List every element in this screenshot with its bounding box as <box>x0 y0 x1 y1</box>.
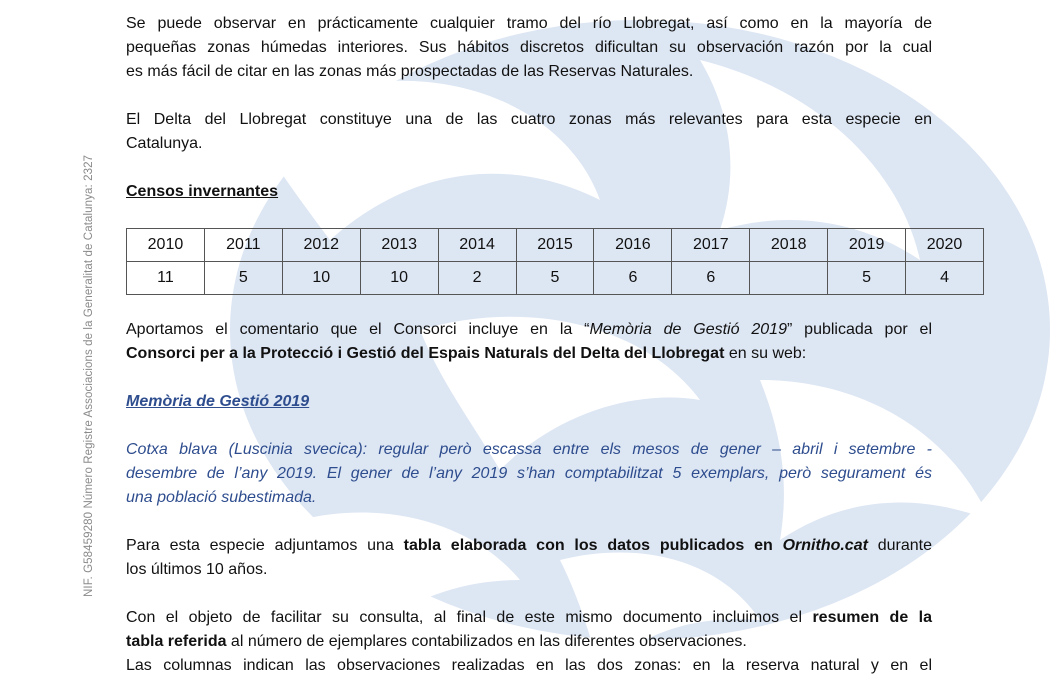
summary-line-1-bold: resumen de la <box>812 609 932 626</box>
year-cell: 2013 <box>360 229 438 262</box>
count-cell: 10 <box>282 262 360 295</box>
quote-line-1: Cotxa blava (Luscinia svecica): regular però escassa entre els mesos de gener – abril i setembre - <box>126 441 932 458</box>
census-counts-row <box>127 262 984 295</box>
summary-line-2-post: al número de ejemplares contabilizados en las diferentes observaciones. <box>226 633 747 650</box>
paragraph-2-line-2: Catalunya. <box>126 135 203 152</box>
year-cell: 2017 <box>672 229 750 262</box>
comment-line-2 <box>126 342 932 366</box>
quote-line-3: una població subestimada. <box>126 489 317 506</box>
year-cell: 2016 <box>594 229 672 262</box>
year-cell: 2018 <box>750 229 828 262</box>
quote-line-2: desembre de l’any 2019. El gener de l’any 2019 s’han comptabilitzat 5 exemplars, però segurament és <box>126 465 932 482</box>
count-cell: 5 <box>828 262 906 295</box>
summary-line-3: Las columnas indican las observaciones realizadas en las dos zonas: en la reserva natural y en el <box>126 657 932 674</box>
table-note-post: durante <box>867 537 933 554</box>
memoria-title-inline: Memòria de Gestió 2019 <box>589 321 787 338</box>
registration-sidebar-text: NIF. G58459280 Número Registre Associacions de la Generalitat de Catalunya: 2327 <box>83 154 95 597</box>
year-cell: 2015 <box>516 229 594 262</box>
table-note-line-2: los últimos 10 años. <box>126 561 268 578</box>
count-cell: 2 <box>438 262 516 295</box>
year-cell: 2011 <box>204 229 282 262</box>
count-cell: 6 <box>672 262 750 295</box>
paragraph-1-line-3: es más fácil de citar en las zonas más prospectadas de las Reservas Naturales. <box>126 63 694 80</box>
comment-line-2-post: en su web: <box>724 345 807 362</box>
count-cell: 6 <box>594 262 672 295</box>
year-cell: 2019 <box>828 229 906 262</box>
count-cell: 5 <box>516 262 594 295</box>
year-cell: 2010 <box>127 229 205 262</box>
count-cell: 5 <box>204 262 282 295</box>
paragraph-1-line-1: Se puede observar en prácticamente cualquier tramo del río Llobregat, así como en la mayoría de <box>126 15 932 32</box>
ornitho-link: Ornitho.cat <box>782 537 868 554</box>
comment-line-1-post: ” publicada por el <box>786 321 932 338</box>
table-note-bold: tabla elaborada con los datos publicados en <box>403 537 783 554</box>
paragraph-1-line-2: pequeñas zonas húmedas interiores. Sus hábitos discretos dificultan su observación razón por la cual <box>126 39 932 56</box>
table-note-pre: Para esta especie adjuntamos una <box>126 537 404 554</box>
summary-line-2-bold: tabla referida <box>126 633 227 650</box>
table-note-line-1 <box>126 534 932 558</box>
census-table <box>126 228 984 295</box>
count-cell: 4 <box>906 262 984 295</box>
memoria-link[interactable]: Memòria de Gestió 2019 <box>126 393 310 410</box>
consorci-name: Consorci per a la Protecció i Gestió del Espais Naturals del Delta del Llobregat <box>126 345 725 362</box>
comment-line-1 <box>126 318 932 342</box>
year-cell: 2020 <box>906 229 984 262</box>
census-years-row <box>127 229 984 262</box>
year-cell: 2012 <box>282 229 360 262</box>
census-heading: Censos invernantes <box>126 183 279 200</box>
summary-line-1 <box>126 606 932 630</box>
summary-line-1-pre: Con el objeto de facilitar su consulta, al final de este mismo documento incluimos el <box>126 609 813 626</box>
year-cell: 2014 <box>438 229 516 262</box>
paragraph-2-line-1: El Delta del Llobregat constituye una de las cuatro zonas más relevantes para esta especie en <box>126 111 932 128</box>
summary-line-2 <box>126 630 932 654</box>
comment-line-1-pre: Aportamos el comentario que el Consorci incluye en la “ <box>126 321 590 338</box>
count-cell: 10 <box>360 262 438 295</box>
count-cell: 11 <box>127 262 205 295</box>
count-cell <box>750 262 828 295</box>
